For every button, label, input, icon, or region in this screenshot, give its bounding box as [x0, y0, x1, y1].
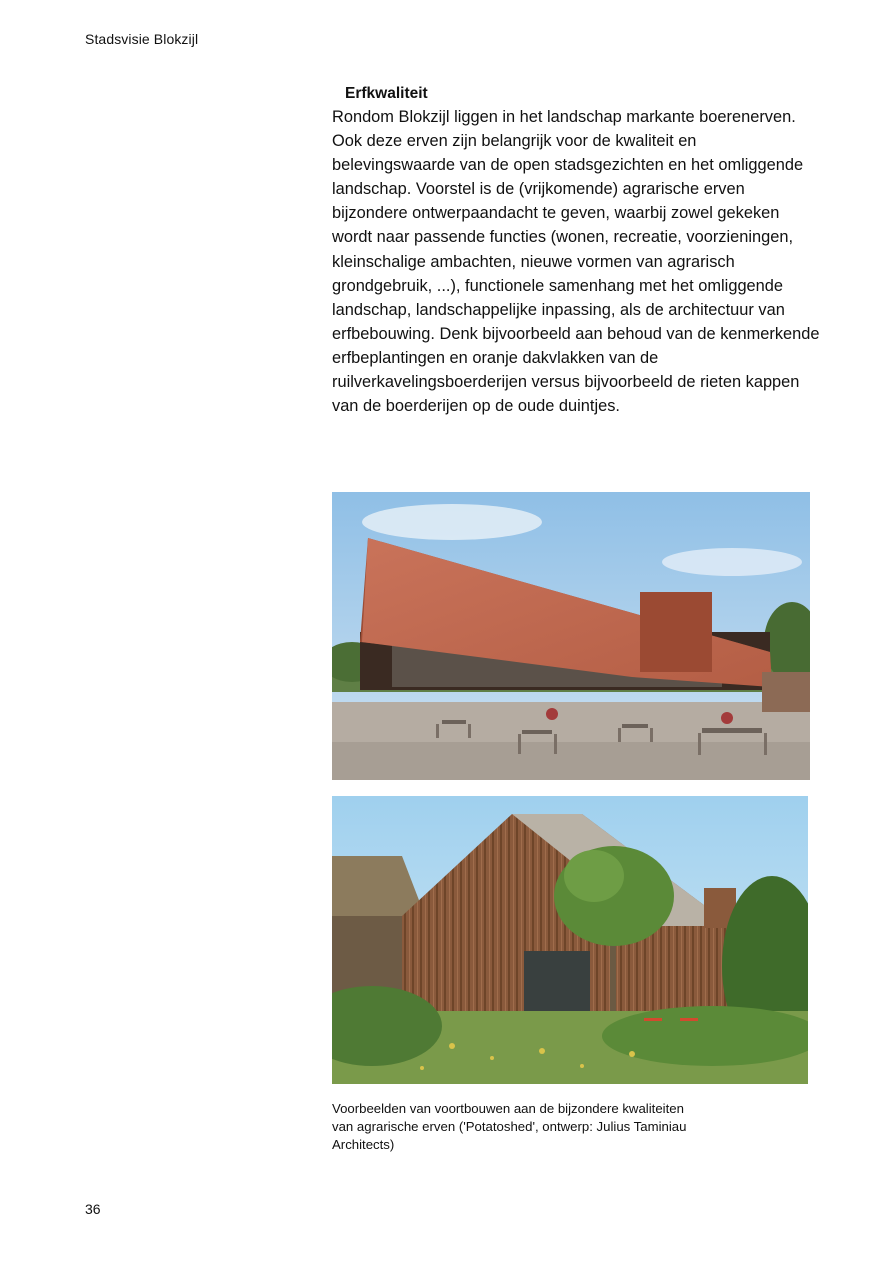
barn-terrace-illustration	[332, 492, 810, 780]
photo-wooden-barn	[332, 796, 808, 1084]
section-heading: Erfkwaliteit	[345, 85, 428, 102]
wooden-barn-illustration	[332, 796, 808, 1084]
running-header: Stadsvisie Blokzijl	[85, 31, 199, 47]
page-number: 36	[85, 1201, 101, 1217]
figure-caption: Voorbeelden van voortbouwen aan de bijzondere kwaliteiten van agrarische erven ('Potatoshed', ontwerp: Julius Taminiau Architects)	[332, 1101, 687, 1152]
photo-barn-terrace	[332, 492, 810, 780]
body-text: Rondom Blokzijl liggen in het landschap markante boerenerven. Ook deze erven zijn belangrijk voor de kwaliteit en belevingswaarde van de open stadsgezichten en het omliggende landschap. Voorstel is de (vrijkomende) agrarische erven bijzondere ontwerpaandacht te geven, waarbij zowel gekeken wordt naar passende functies (wonen, recreatie, voorzieningen, kleinschalige ambachten, nieuwe vormen van agrarisch grondgebruik, ...), functionele samenhang met het omliggende landschap, landschappelijke inpassing, als de architectuur van erfbebouwing. Denk bijvoorbeeld aan behoud van de kenmerkende erfbeplantingen en oranje dakvlakken van de ruilverkavelingsboerderijen versus bijvoorbeeld de rieten kappen van de boerderijen op de oude duintjes.	[332, 108, 820, 416]
